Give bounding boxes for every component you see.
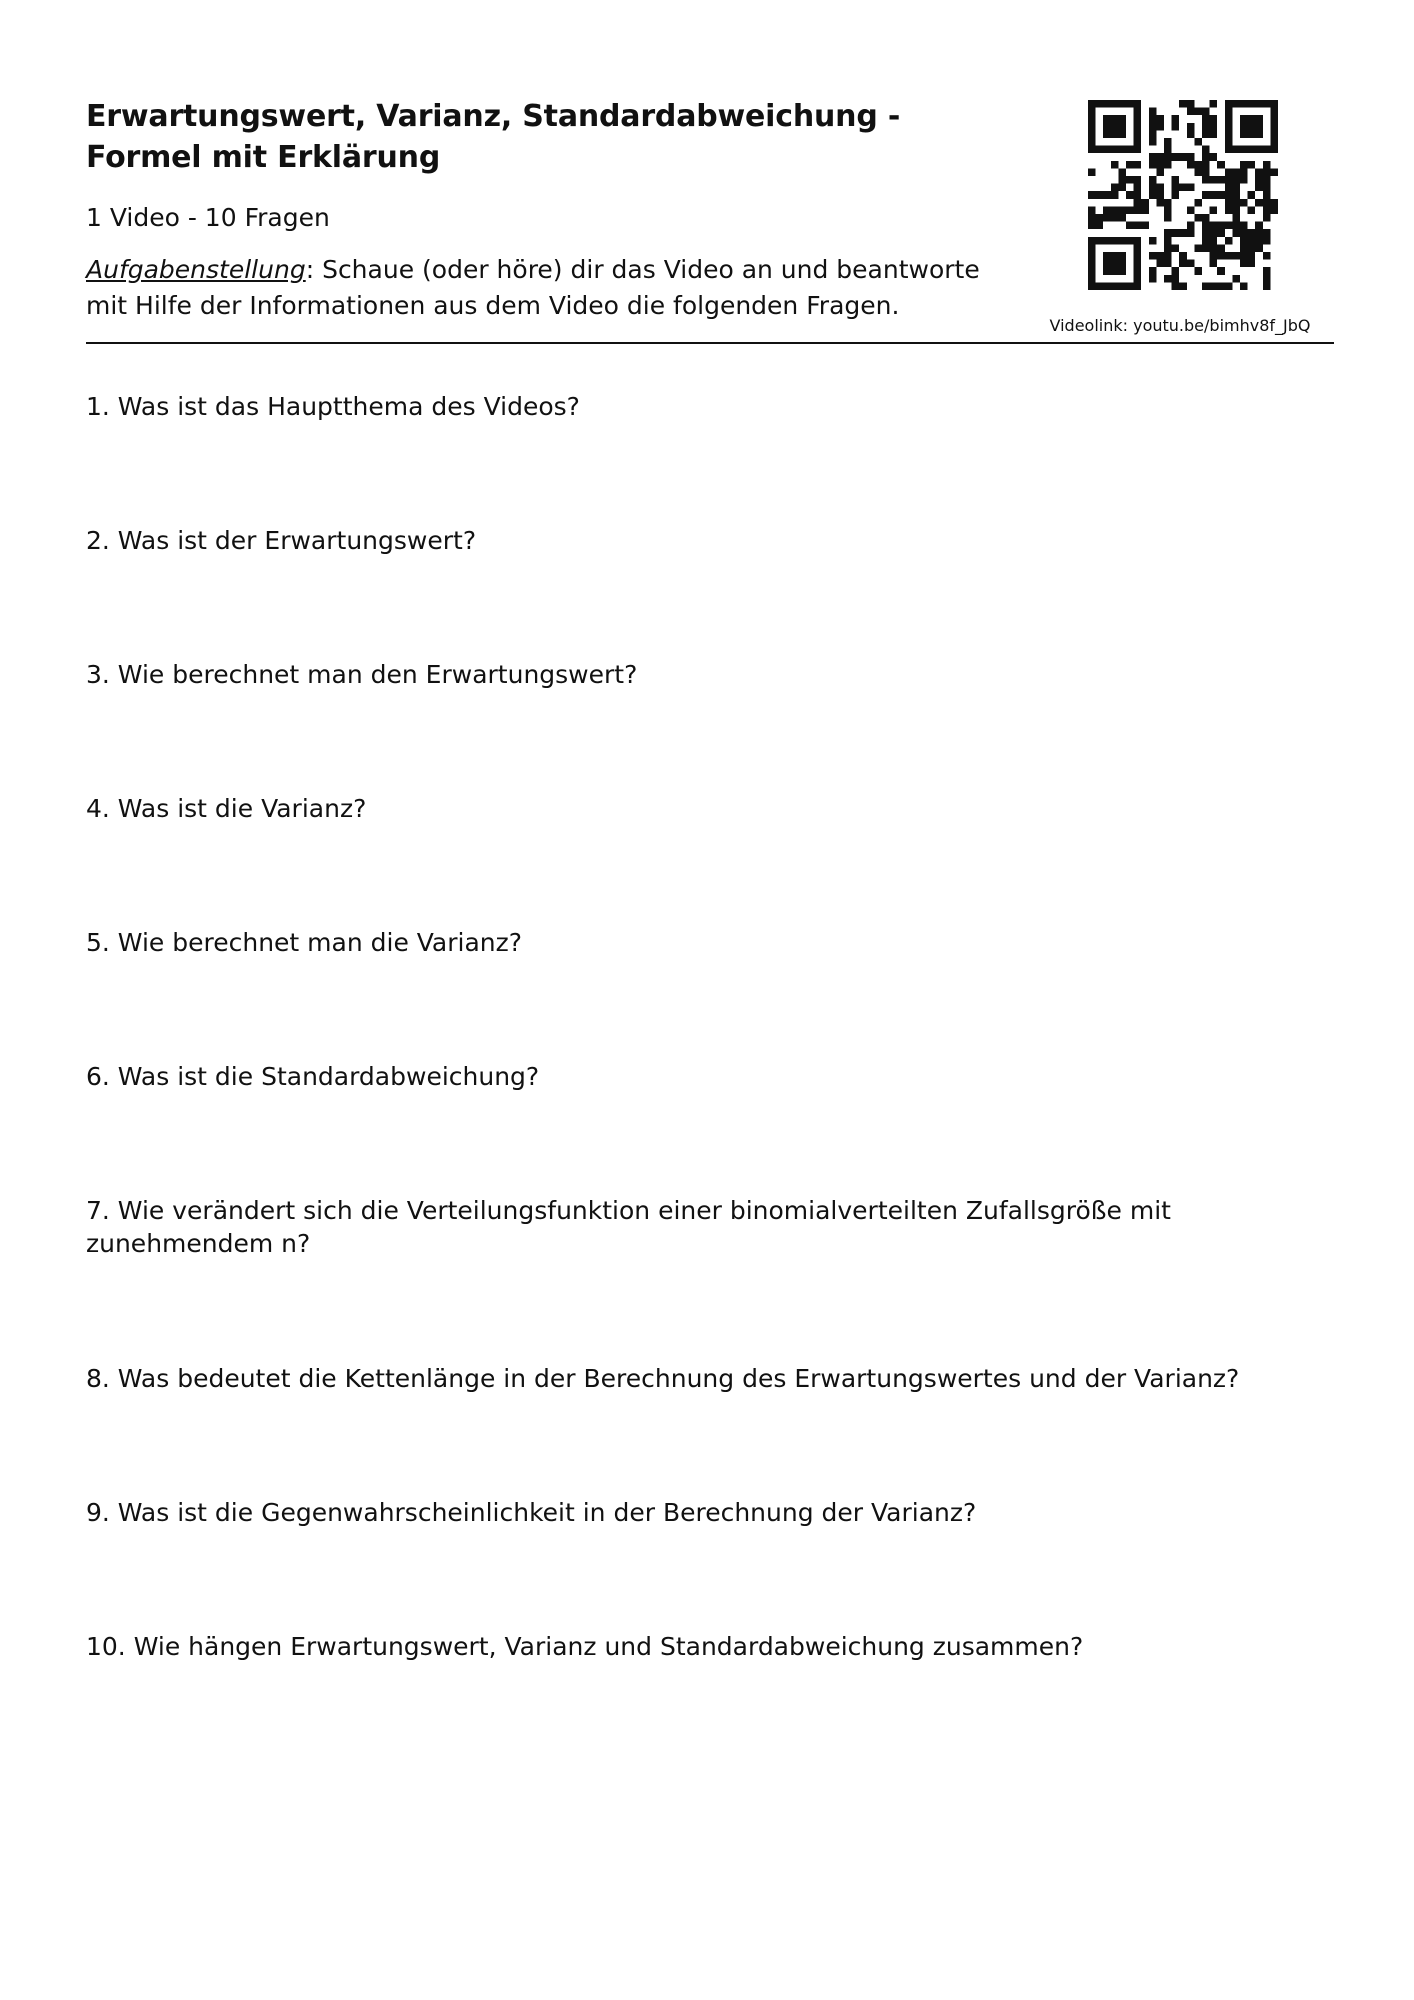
question-3: 3. Wie berechnet man den Erwartungswert? — [86, 660, 638, 689]
task-text: : Schaue (oder höre) dir das Video an und beantworte mit Hilfe der Informationen aus dem Video die folgenden Fragen. — [86, 255, 980, 320]
question-2: 2. Was ist der Erwartungswert? — [86, 526, 477, 555]
question-9: 9. Was ist die Gegenwahrscheinlichkeit in der Berechnung der Varianz? — [86, 1498, 977, 1527]
page-title: Erwartungswert, Varianz, Standardabweichung - Formel mit Erklärung — [86, 99, 901, 175]
video-link[interactable]: Videolink: youtu.be/bimhv8f_JbQ — [1049, 316, 1311, 335]
question-1: 1. Was ist das Hauptthema des Videos? — [86, 392, 580, 421]
header-divider — [86, 342, 1334, 344]
question-10: 10. Wie hängen Erwartungswert, Varianz und Standardabweichung zusammen? — [86, 1632, 1084, 1661]
question-5: 5. Wie berechnet man die Varianz? — [86, 928, 523, 957]
question-7: 7. Wie verändert sich die Verteilungsfunktion einer binomialverteilten Zufallsgröße mit zunehmendem n? — [86, 1196, 1171, 1258]
question-6: 6. Was ist die Standardabweichung? — [86, 1062, 540, 1091]
subtitle: 1 Video - 10 Fragen — [86, 203, 330, 232]
worksheet-header — [86, 96, 1016, 324]
qr-code-icon[interactable] — [1088, 100, 1278, 290]
task-instructions — [86, 252, 1016, 324]
question-4: 4. Was ist die Varianz? — [86, 794, 367, 823]
task-label: Aufgabenstellung — [86, 255, 306, 284]
question-8: 8. Was bedeutet die Kettenlänge in der Berechnung des Erwartungswertes und der Varianz? — [86, 1364, 1240, 1393]
